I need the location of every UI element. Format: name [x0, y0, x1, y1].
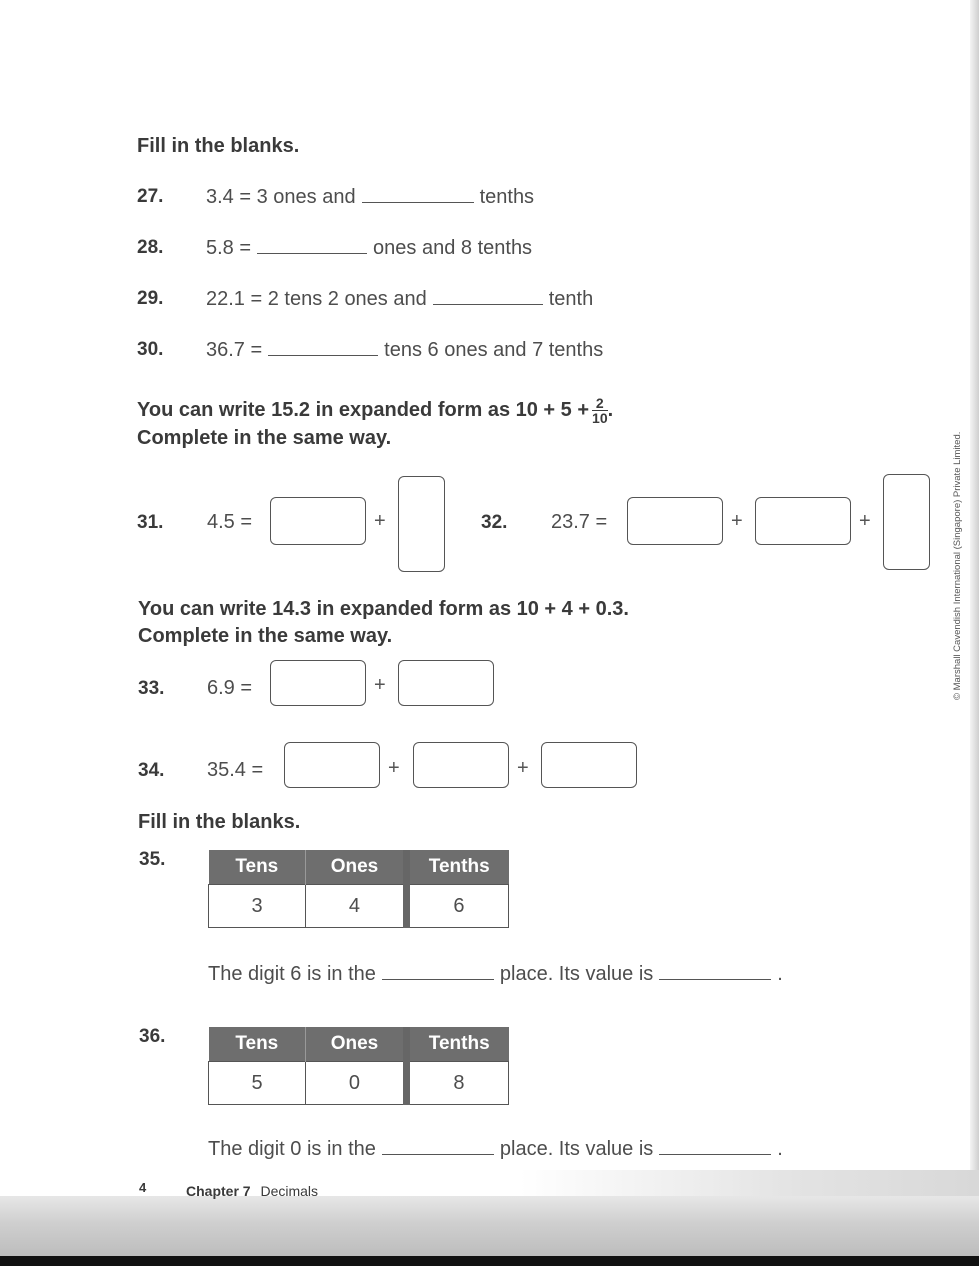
- cell-tens: 5: [209, 1062, 306, 1105]
- answer-blank[interactable]: [659, 1153, 771, 1155]
- plus-sign: +: [517, 757, 529, 779]
- heading-period: .: [607, 398, 614, 421]
- question-number: 27.: [137, 186, 164, 207]
- place-value-chart: [208, 1027, 509, 1105]
- sentence-middle: place. Its value is: [499, 963, 654, 985]
- question-text-before: 36.7 =: [206, 339, 263, 361]
- sentence-middle: place. Its value is: [499, 1138, 654, 1160]
- fraction-numerator: 2: [592, 396, 608, 411]
- question-number-31: 31.: [137, 512, 164, 533]
- cell-tenths: 6: [406, 885, 508, 928]
- answer-blank[interactable]: [382, 1153, 494, 1155]
- chapter-label-group: [186, 1183, 318, 1199]
- fraction-denominator: 10: [592, 410, 608, 426]
- question-29-text: [206, 288, 593, 311]
- column-header-tenths: Tenths: [406, 1027, 508, 1062]
- answer-box[interactable]: [284, 742, 380, 788]
- footer-band: [0, 1196, 979, 1256]
- section-heading-complete: Complete in the same way.: [137, 427, 392, 449]
- answer-box[interactable]: [398, 660, 494, 706]
- question-text-after: tenths: [479, 186, 535, 208]
- section-heading-expanded-decimal: You can write 14.3 in expanded form as 10 + 4 + 0.3.: [138, 598, 629, 620]
- question-33-expression: 6.9 =: [207, 677, 253, 699]
- answer-blank[interactable]: [257, 252, 367, 254]
- question-number: 30.: [137, 339, 164, 360]
- section-heading-complete: Complete in the same way.: [138, 625, 393, 647]
- cell-ones: 4: [306, 885, 407, 928]
- answer-blank[interactable]: [362, 201, 474, 203]
- cell-ones: 0: [306, 1062, 407, 1105]
- column-header-ones: Ones: [306, 850, 407, 885]
- question-31-expression: 4.5 =: [207, 511, 253, 533]
- question-27-text: [206, 186, 534, 209]
- sentence-end: .: [777, 963, 783, 985]
- question-35-sentence: [208, 963, 783, 986]
- page-number: 4: [139, 1180, 147, 1195]
- answer-box[interactable]: [541, 742, 637, 788]
- copyright-notice: © Marshall Cavendish International (Singapore) Private Limited.: [952, 431, 963, 700]
- sentence-start: The digit 0 is in the: [208, 1138, 376, 1160]
- answer-box[interactable]: [755, 497, 851, 545]
- answer-box-fraction[interactable]: [883, 474, 930, 570]
- chapter-title: Decimals: [260, 1183, 319, 1199]
- plus-sign: +: [374, 510, 386, 532]
- plus-sign: +: [859, 510, 871, 532]
- column-header-tens: Tens: [209, 850, 306, 885]
- answer-box[interactable]: [270, 660, 366, 706]
- plus-sign: +: [731, 510, 743, 532]
- plus-sign: +: [374, 674, 386, 696]
- question-text-after: ones and 8 tenths: [373, 237, 533, 259]
- answer-box-fraction[interactable]: [398, 476, 445, 572]
- column-header-tenths: Tenths: [406, 850, 508, 885]
- section-heading-expanded-fraction: [137, 396, 613, 425]
- chapter-label: Chapter 7: [186, 1183, 251, 1199]
- question-29: [137, 288, 163, 310]
- question-30-text: [206, 339, 603, 362]
- section-heading-fill-blanks: Fill in the blanks.: [137, 135, 300, 157]
- question-number: 28.: [137, 237, 164, 258]
- sentence-start: The digit 6 is in the: [208, 963, 376, 985]
- answer-blank[interactable]: [433, 303, 543, 305]
- answer-box[interactable]: [627, 497, 723, 545]
- answer-box[interactable]: [413, 742, 509, 788]
- plus-sign: +: [388, 757, 400, 779]
- column-header-ones: Ones: [306, 1027, 407, 1062]
- question-text-after: tenth: [548, 288, 594, 310]
- question-number-34: 34.: [138, 760, 165, 781]
- scan-border: [0, 1256, 979, 1266]
- cell-tens: 3: [209, 885, 306, 928]
- question-34-expression: 35.4 =: [207, 759, 264, 781]
- question-number: 29.: [137, 288, 164, 309]
- section-heading-fill-blanks: Fill in the blanks.: [138, 811, 301, 833]
- question-number-35: 35.: [139, 849, 166, 870]
- question-number-36: 36.: [139, 1026, 166, 1047]
- answer-blank[interactable]: [268, 354, 378, 356]
- question-32-expression: 23.7 =: [551, 511, 608, 533]
- question-text-before: 22.1 = 2 tens 2 ones and: [206, 288, 427, 310]
- question-30: [137, 339, 163, 361]
- question-28-text: [206, 237, 532, 260]
- question-number-32: 32.: [481, 512, 508, 533]
- question-text-after: tens 6 ones and 7 tenths: [384, 339, 604, 361]
- question-28: [137, 237, 163, 259]
- column-header-tens: Tens: [209, 1027, 306, 1062]
- page-edge-shadow: [970, 0, 979, 1170]
- question-27: [137, 186, 163, 208]
- cell-tenths: 8: [406, 1062, 508, 1105]
- question-number-33: 33.: [138, 678, 165, 699]
- question-36-sentence: [208, 1138, 783, 1161]
- question-text-before: 3.4 = 3 ones and: [206, 186, 356, 208]
- fraction: [592, 396, 608, 425]
- sentence-end: .: [777, 1138, 783, 1160]
- answer-box[interactable]: [270, 497, 366, 545]
- answer-blank[interactable]: [659, 978, 771, 980]
- heading-text: You can write 15.2 in expanded form as 10 + 5 +: [137, 398, 590, 421]
- question-text-before: 5.8 =: [206, 237, 252, 259]
- place-value-chart: [208, 850, 509, 928]
- answer-blank[interactable]: [382, 978, 494, 980]
